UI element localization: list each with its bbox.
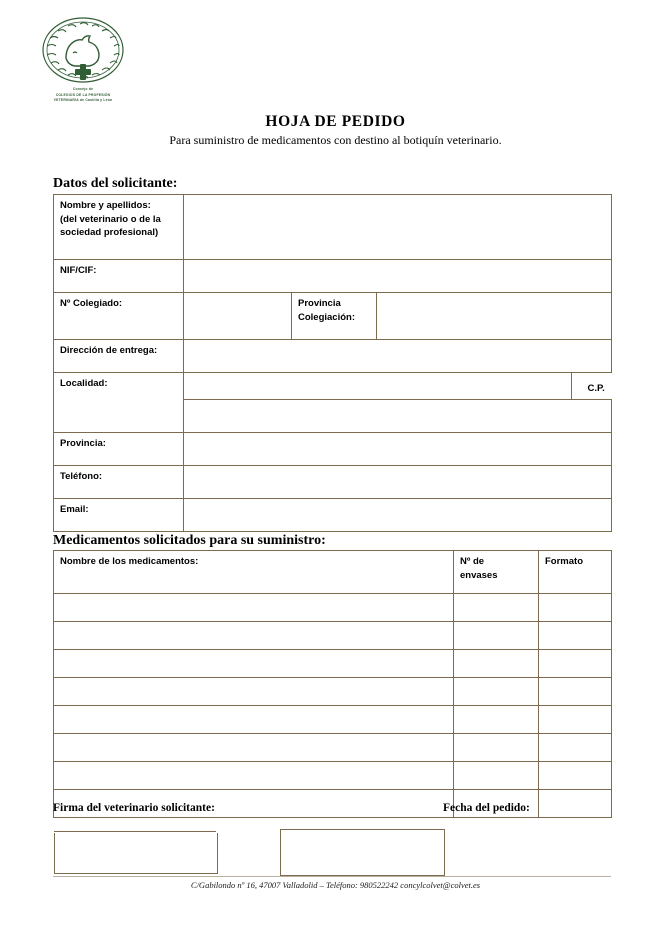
label-telefono: Teléfono: bbox=[54, 466, 184, 499]
label-provincia-colegiacion bbox=[292, 293, 377, 340]
signature-line bbox=[54, 831, 216, 832]
veterinary-college-seal-icon bbox=[28, 14, 138, 104]
label-order-date: Fecha del pedido: bbox=[443, 802, 530, 814]
field-localidad[interactable] bbox=[184, 373, 572, 400]
label-cp-spacer bbox=[572, 373, 582, 400]
field-provincia-colegiacion[interactable] bbox=[377, 293, 612, 340]
medicines-table bbox=[53, 550, 612, 818]
cell-format[interactable] bbox=[539, 678, 612, 706]
cell-medicine-name[interactable] bbox=[54, 678, 454, 706]
table-row bbox=[54, 260, 612, 293]
label-nif-cif: NIF/CIF: bbox=[54, 260, 184, 293]
column-header-format: Formato bbox=[539, 551, 612, 594]
field-n-colegiado[interactable] bbox=[184, 293, 292, 340]
field-email[interactable] bbox=[184, 466, 612, 499]
field-nombre-apellidos[interactable] bbox=[184, 195, 612, 260]
label-cp: C.P. bbox=[582, 373, 612, 400]
logo-caption-line-2: COLEGIOS DE LA PROFESIÓN bbox=[55, 92, 111, 97]
field-nif-cif[interactable] bbox=[184, 260, 612, 293]
table-row bbox=[54, 706, 612, 734]
logo-caption-line-1: Consejo de bbox=[72, 87, 94, 91]
cell-units[interactable] bbox=[454, 622, 539, 650]
column-header-medicine-name: Nombre de los medicamentos: bbox=[54, 551, 454, 594]
label-nombre-apellidos bbox=[54, 195, 184, 260]
label-direccion-entrega: Dirección de entrega: bbox=[54, 340, 184, 373]
logo-caption-line-3: VETERINARIA de Castilla y León bbox=[53, 98, 113, 103]
cell-format[interactable] bbox=[539, 594, 612, 622]
table-row bbox=[54, 594, 612, 622]
cell-units[interactable] bbox=[454, 678, 539, 706]
field-direccion-entrega[interactable] bbox=[184, 340, 612, 373]
cell-format[interactable] bbox=[539, 622, 612, 650]
label-line-1: Nombre y apellidos: bbox=[60, 200, 151, 211]
footer-divider bbox=[53, 876, 611, 877]
cell-medicine-name[interactable] bbox=[54, 734, 454, 762]
table-header-row bbox=[54, 551, 612, 594]
field-email-extra[interactable] bbox=[184, 499, 612, 532]
section-heading-applicant: Datos del solicitante: bbox=[53, 176, 178, 191]
cell-units[interactable] bbox=[454, 594, 539, 622]
field-telefono[interactable] bbox=[184, 433, 612, 466]
label-signature: Firma del veterinario solicitante: bbox=[53, 802, 215, 814]
applicant-data-table bbox=[53, 194, 612, 532]
cell-format[interactable] bbox=[539, 706, 612, 734]
table-row bbox=[54, 466, 612, 499]
table-row bbox=[54, 195, 612, 260]
label-line-1: Provincia bbox=[298, 298, 341, 309]
table-row bbox=[54, 762, 612, 790]
table-row bbox=[54, 340, 612, 373]
table-row bbox=[54, 622, 612, 650]
signature-box[interactable] bbox=[54, 833, 218, 874]
section-heading-medicines: Medicamentos solicitados para su suministro: bbox=[53, 533, 326, 548]
cell-format[interactable] bbox=[539, 734, 612, 762]
table-row bbox=[54, 433, 612, 466]
label-provincia: Provincia: bbox=[54, 433, 184, 466]
cell-medicine-name[interactable] bbox=[54, 650, 454, 678]
order-date-box[interactable] bbox=[280, 829, 445, 876]
label-line-2: Colegiación: bbox=[298, 311, 356, 323]
cell-format[interactable] bbox=[539, 762, 612, 790]
label-localidad: Localidad: bbox=[54, 373, 184, 433]
label-line-2: (del veterinario o de la bbox=[60, 213, 161, 225]
table-row bbox=[54, 678, 612, 706]
table-row bbox=[54, 499, 612, 532]
cell-medicine-name[interactable] bbox=[54, 706, 454, 734]
page-title: HOJA DE PEDIDO bbox=[265, 113, 406, 130]
cell-format[interactable] bbox=[539, 650, 612, 678]
table-row bbox=[54, 734, 612, 762]
column-header-line-1: Nº de bbox=[460, 556, 485, 567]
table-row bbox=[54, 650, 612, 678]
footer-text: C/Gabilondo nº 16, 47007 Valladolid – Teléfono: 980522242 concylcolvet@colvet.es bbox=[190, 880, 481, 890]
label-line-3: sociedad profesional) bbox=[60, 227, 159, 238]
cell-units[interactable] bbox=[454, 650, 539, 678]
cell-units[interactable] bbox=[454, 706, 539, 734]
page-subtitle: Para suministro de medicamentos con destino al botiquín veterinario. bbox=[169, 133, 502, 147]
column-header-line-2: envases bbox=[460, 569, 498, 581]
label-n-colegiado: Nº Colegiado: bbox=[54, 293, 184, 340]
cell-format[interactable] bbox=[539, 790, 612, 818]
cell-medicine-name[interactable] bbox=[54, 594, 454, 622]
cell-medicine-name[interactable] bbox=[54, 762, 454, 790]
field-provincia[interactable] bbox=[184, 400, 612, 433]
column-header-units bbox=[454, 551, 539, 594]
table-row bbox=[54, 373, 612, 400]
cell-units[interactable] bbox=[454, 762, 539, 790]
label-email: Email: bbox=[54, 499, 184, 532]
cell-medicine-name[interactable] bbox=[54, 622, 454, 650]
table-row bbox=[54, 293, 612, 340]
cell-units[interactable] bbox=[454, 734, 539, 762]
